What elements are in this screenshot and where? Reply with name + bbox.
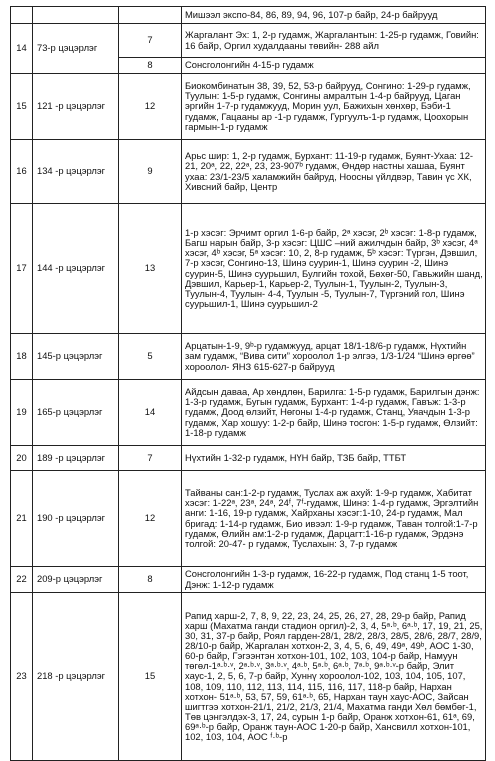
count-cell: 12 [119, 471, 182, 567]
count-cell: 8 [119, 567, 182, 593]
row-number: 20 [11, 446, 33, 471]
table-row [11, 380, 486, 446]
kindergarten-name [33, 7, 119, 24]
count-cell: 5 [119, 334, 182, 380]
kindergarten-name: 73-р цэцэрлэг [33, 24, 119, 74]
address-list: 1-р хэсэг: Эрчимт оргил 1-6-р байр, 2ᵃ хэсэг, 2ᵇ хэсэг: 1-8-р гудамж, Багш нарын байр, 3-р хэсэг: ЦШС –ний ажилчдын байр, 3ᵇ хэсэг, 4ᵃ хэсэг, 4ᵇ хэсэг, 5ᵃ хэсэг: 10, 2, 8-р гудамж, 5ᵇ хэсэг: Түргэн, Дэвшил, 7-р хэсэг, Сонгино-13, Шинэ суурин-1, Шинэ суурин -2, Шинэ суурин-5, Шинэ суурьшил, Булгийн тохой, Бөхөг-50, Гавьжийн шанд, Дэвшил, Карьер-1, Карьер-2, Туулын-1, Туулын-2, Туулын-3, Туулын-4, Туулын- 4-4, Туулын -5, Туулын-7, Түргэний гол, Шинэ суурьшил-1, Шинэ суурьшил-2 [182, 204, 486, 334]
table-row [11, 334, 486, 380]
address-list: Мишээл экспо-84, 86, 89, 94, 96, 107-р байр, 24-р байрууд [182, 7, 486, 24]
kindergarten-name: 189 -р цэцэрлэг [33, 446, 119, 471]
table-row [11, 140, 486, 204]
kindergarten-name: 134 -р цэцэрлэг [33, 140, 119, 204]
count-cell: 9 [119, 140, 182, 204]
address-list: Айдсын даваа, Ар хөндлөн, Барилга: 1-5-р гудамж, Барилгын дэнж: 1-3-р гудамж, Бугын гудамж, Бурхант: 1-4-р гудамж, Гавъж: 1-3-р гудамж, Доод өлзийт, Нөгоны 1-4-р гудамж, Станц, Уяачдын 1-3-р гудамж, Хар хошуу: 1-2-р байр, Шинэ тосгон: 1-5-р гудамж, Өлзийт: 1-18-р гудамж [182, 380, 486, 446]
kindergarten-name: 144 -р цэцэрлэг [33, 204, 119, 334]
count-cell [119, 7, 182, 24]
row-number [11, 7, 33, 24]
table-row [11, 446, 486, 471]
kindergarten-name: 165-р цэцэрлэг [33, 380, 119, 446]
row-number: 22 [11, 567, 33, 593]
row-number: 18 [11, 334, 33, 380]
address-list: Арьс шир: 1, 2-р гудамж, Бурхант: 11-19-р гудамж, Буянт-Ухаа: 12-21, 20ᵃ, 22, 22ᵃ, 23, 23-907ᵇ гудамж, Өндөр настны хашаа, Буянт ухаа: 23/1-23/5 халамжийн байруд, Ноосны үйлдвэр, Тавин үс ХК, Хивсний байр, Центр [182, 140, 486, 204]
address-list: Жаргалант Эх: 1, 2-р гудамж, Жаргалантын: 1-25-р гудамж, Говийн: 16 байр, Оргил худалдааны төвийн- 288 айл [182, 24, 486, 58]
table-row [11, 74, 486, 140]
table-row-continued [11, 7, 486, 24]
kindergarten-name: 190 -р цэцэрлэг [33, 471, 119, 567]
address-list: Нүхтийн 1-32-р гудамж, НҮН байр, ТЗБ байр, ТТБТ [182, 446, 486, 471]
address-list: Арцатын-1-9, 9ᵇ-р гудамжууд, арцат 18/1-18/6-р гудамж, Нүхтийн зам гудамж, “Вива сити” хороолол 1-р элгээ, 1/3-1/24 “Шинэ өргөө” хороолол- ЯНЗ 615-627-р байрууд [182, 334, 486, 380]
address-list: Сонсголонгийн 4-15-р гудамж [182, 58, 486, 74]
address-list: Биокомбинатын 38, 39, 52, 53-р байрууд, Сонгино: 1-29-р гудамж, Туулын: 1-5-р гудамж, Сонгины амралтын 1-4-р байрууд, Цаган эргийн 1-7-р гудамжууд, Морин уул, Бажихын хөнхөр, Бэби-1 гудамж, Гацааны ар -1-р гудамж, Гургуулъ-1-р гудамж, Цоохорын гармын-1-р гудамж [182, 74, 486, 140]
table-row [11, 593, 486, 761]
table-row [11, 567, 486, 593]
kindergarten-name: 209-р цэцэрлэг [33, 567, 119, 593]
count-cell: 8 [119, 58, 182, 74]
row-number: 19 [11, 380, 33, 446]
row-number: 14 [11, 24, 33, 74]
address-list: Тайваны сан:1-2-р гудамж, Туслах аж ахуй: 1-9-р гудамж, Хабитат хэсэг: 1-22ᵃ, 23ᵃ, 24ᵃ, 24ᶠ, 7ᶠ-гудамж, Шинэ: 1-4-р гудамж, Эргэлтийн анги: 1-16, 19-р гудамж, Хайрханы хэсэг:1-10, 24-р гудамж, Мал бригад: 1-14-р гудамж, Био ивээл: 1-9-р гудамж, Таван толгой:1-7-р гудамж, Өлийн ам:1-2-р гудамж, Дарцагт:1-16-р гудамж, Эрдэнэ толгой: 20-47- р гудамж, Туслахын: 3, 7-р гудамж [182, 471, 486, 567]
count-cell: 7 [119, 24, 182, 58]
row-number: 21 [11, 471, 33, 567]
row-number: 15 [11, 74, 33, 140]
table-row [11, 471, 486, 567]
row-number: 16 [11, 140, 33, 204]
table-row [11, 24, 486, 58]
address-list: Сонсголонгийн 1-3-р гудамж, 16-22-р гудамж, Под станц 1-5 тоот, Дэнж: 1-12-р гудамж [182, 567, 486, 593]
count-cell: 14 [119, 380, 182, 446]
row-number: 17 [11, 204, 33, 334]
address-list: Рапид харш-2, 7, 8, 9, 22, 23, 24, 25, 26, 27, 28, 29-р байр, Рапид харш (Махатма ганди стадион оргил)-2, 3, 4, 5ᵃ·ᵇ, 6ᵃ·ᵇ, 17, 19, 21, 25, 30, 31, 37-р байр, Роял гарден-28/1, 28/2, 28/3, 28/5, 28/6, 28/7, 28/9, 28/10-р байр, Жаргалан хотхон-2, 3, 4, 5, 6, 49, 49ᵃ, 49ᵇ, АОС 1-30, 60-р байр, Гэгээнтэн хотхон-101, 102, 103, 104-р байр, Намуун төгөл-1ᵃ·ᵇ·ᵛ, 2ᵃ·ᵇ·ᵛ, 3ᵃ·ᵇ·ᵛ, 4ᵃ·ᵇ, 5ᵃ·ᵇ, 6ᵃ·ᵇ, 7ᵃ·ᵇ, 9ᵃ·ᵇ·ᵛ-р байр, Элит хаус-1, 2, 5, 6, 7-р байр, Хуннү хороолол-102, 103, 104, 105, 107, 108, 109, 110, 112, 113, 114, 115, 116, 117, 118-р байр, Нархан хотхон- 51ᵃ·ᵇ, 53, 57, 59, 61ᵃ·ᵇ, 65, Нархан таун хаус-АОС, Зайсан шигтгээ хотхон-21/1, 21/2, 21/3, 21/4, Махатма ганди Хөл бөмбөг-1, Төв цэнгэлдэх-3, 17, 24, сурын 1-р байр, Оранж хотхон-61, 61ᵃ, 69, 69ᵃ·ᵇ-р байр, Оранж таун-АОС 1-20-р байр, Хансвилл хотхон-101, 102, 103, 104, АОС ᶠ·ᵇ-р [182, 593, 486, 761]
kindergarten-name: 145-р цэцэрлэг [33, 334, 119, 380]
row-number: 23 [11, 593, 33, 761]
table-row [11, 204, 486, 334]
count-cell: 12 [119, 74, 182, 140]
kindergarten-name: 218 -р цэцэрлэг [33, 593, 119, 761]
count-cell: 13 [119, 204, 182, 334]
school-district-table [10, 6, 486, 761]
count-cell: 15 [119, 593, 182, 761]
count-cell: 7 [119, 446, 182, 471]
kindergarten-name: 121 -р цэцэрлэг [33, 74, 119, 140]
